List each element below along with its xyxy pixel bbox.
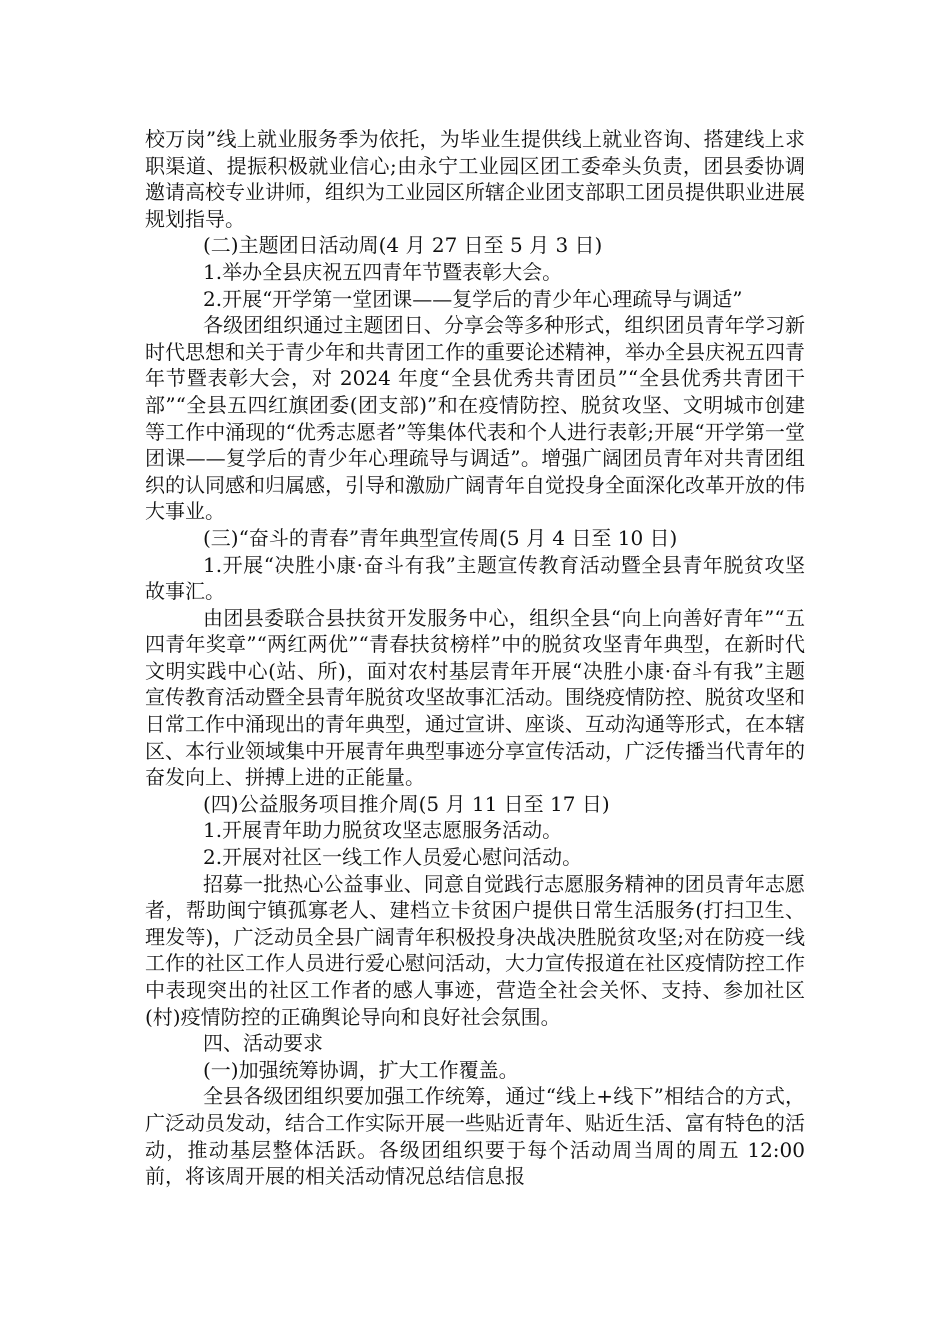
paragraph: 校万岗”线上就业服务季为依托，为毕业生提供线上就业咨询、搭建线上求职渠道、提振积极就业信心;由永宁工业园区团工委牵头负责，团县委协调邀请高校专业讲师，组织为工业园区所辖企业团支部职工团员提供职业进展规划指导。 xyxy=(145,127,805,231)
paragraph: 各级团组织通过主题团日、分享会等多种形式，组织团员青年学习新时代思想和关于青少年和共青团工作的重要论述精神，举办全县庆祝五四青年节暨表彰大会，对 2024 年度“全县优秀共青团员”“全县优秀共青团干部”“全县五四红旗团委(团支部)”和在疫情防控、脱贫攻坚、文明城市创建等工作中涌现的“优秀志愿者”等集体代表和个人进行表彰;开展“开学第一堂团课——复学后的青少年心理疏导与调适”。增强广阔团员青年对共青团组织的认同感和归属感，引导和激励广阔青年自觉投身全面深化改革开放的伟大事业。 xyxy=(145,313,805,524)
section-heading: (二)主题团日活动周(4 月 27 日至 5 月 3 日) xyxy=(203,233,603,258)
section-heading: 四、活动要求 xyxy=(203,1031,323,1056)
list-item: 2.开展“开学第一堂团课——复学后的青少年心理疏导与调适” xyxy=(203,286,743,311)
subsection-heading: (一)加强统筹协调，扩大工作覆盖。 xyxy=(203,1057,519,1082)
list-item: 1.举办全县庆祝五四青年节暨表彰大会。 xyxy=(203,259,563,284)
list-item: 1.开展青年助力脱贫攻坚志愿服务活动。 xyxy=(203,818,563,843)
paragraph: 由团县委联合县扶贫开发服务中心，组织全县“向上向善好青年”“五四青年奖章”“两红两优”“青春扶贫榜样”中的脱贫攻坚青年典型，在新时代文明实践中心(站、所)，面对农村基层青年开展“决胜小康·奋斗有我”主题宣传教育活动暨全县青年脱贫攻坚故事汇活动。围绕疫情防控、脱贫攻坚和日常工作中涌现出的青年典型，通过宣讲、座谈、互动沟通等形式，在本辖区、本行业领域集中开展青年典型事迹分享宣传活动，广泛传播当代青年的奋发向上、拼搏上进的正能量。 xyxy=(145,605,805,790)
section-heading: (三)“奋斗的青春”青年典型宣传周(5 月 4 日至 10 日) xyxy=(203,525,678,550)
document-body xyxy=(145,126,805,1190)
list-item: 1.开展“决胜小康·奋斗有我”主题宣传教育活动暨全县青年脱贫攻坚故事汇。 xyxy=(145,552,805,604)
paragraph: 招募一批热心公益事业、同意自觉践行志愿服务精神的团员青年志愿者，帮助闽宁镇孤寡老人、建档立卡贫困户提供日常生活服务(打扫卫生、理发等)，广泛动员全县广阔青年积极投身决战决胜脱贫攻坚;对在防疫一线工作的社区工作人员进行爱心慰问活动，大力宣传报道在社区疫情防控工作中表现突出的社区工作者的感人事迹，营造全社会关怀、支持、参加社区(村)疫情防控的正确舆论导向和良好社会氛围。 xyxy=(145,871,805,1029)
list-item: 2.开展对社区一线工作人员爱心慰问活动。 xyxy=(203,845,583,870)
paragraph: 全县各级团组织要加强工作统筹，通过“线上+线下”相结合的方式，广泛动员发动，结合工作实际开展一些贴近青年、贴近生活、富有特色的活动，推动基层整体活跃。各级团组织要于每个活动周当周的周五 12:00 前，将该周开展的相关活动情况总结信息报 xyxy=(145,1084,805,1189)
section-heading: (四)公益服务项目推介周(5 月 11 日至 17 日) xyxy=(203,791,610,816)
